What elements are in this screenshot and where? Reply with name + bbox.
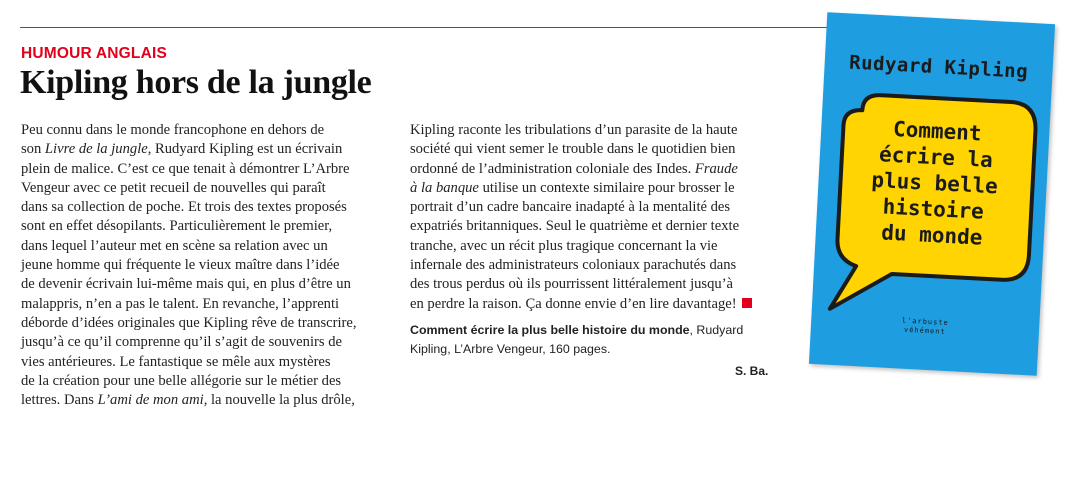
cover-author: Rudyard Kipling: [848, 51, 1029, 83]
end-of-article-mark: [742, 298, 752, 308]
story-title-italic: L’ami de mon ami: [97, 392, 204, 409]
text-line: malappris, n’en a pas le talent. En revanche, l’apprenti: [21, 295, 340, 312]
cover-publisher: l'arbuste véhément: [901, 316, 949, 336]
text-line: tranche, avec un récit plus tragique concernant la vie: [410, 237, 718, 254]
text-line: à la banque utilise un contexte similaire pour brosser le: [410, 179, 735, 196]
text-line: déborde d’idées originales que Kipling rêve de transcrire,: [21, 314, 357, 331]
credits-book-title: Comment écrire la plus belle histoire du monde: [410, 323, 690, 337]
text-line: jusqu’à ce qu’il comprenne qu’il s’agit de souvenirs de: [21, 334, 342, 351]
book-title-italic: Livre de la jungle: [44, 141, 148, 158]
text-line: infernale des administrateurs coloniaux parachutés dans: [410, 257, 737, 274]
text-line: Peu connu dans le monde francophone en dehors de: [21, 122, 325, 138]
text-line: de devenir écrivain lui-même mais qui, en plus d’être un: [21, 276, 351, 293]
text-line: en perdre la raison. Ça donne envie d’en lire davantage!: [410, 295, 782, 314]
text-line: Kipling raconte les tribulations d’un parasite de la haute: [410, 122, 738, 138]
text-line: des trous perdus où ils pourrissent littéralement jusqu’à: [410, 276, 734, 293]
book-cover-image: [809, 12, 1055, 375]
text-line: sont en effet désopilants. Particulièrement le premier,: [21, 218, 333, 235]
text-line: expatriés britanniques. Seul le quatrième et dernier texte: [410, 218, 740, 235]
section-kicker: HUMOUR ANGLAIS: [21, 45, 168, 62]
text-line: portrait d’un cadre bancaire inadapté à la mentalité des: [410, 199, 731, 216]
article-column-1: [21, 121, 386, 410]
article-headline: Kipling hors de la jungle: [20, 64, 372, 101]
article-column-2: [410, 121, 782, 314]
text-line: plein de malice. C’est ce que tenait à démontrer L’Arbre: [21, 160, 350, 177]
author-signature: S. Ba.: [735, 364, 769, 378]
text-line: ordonné de l’administration coloniale des Indes. Fraude: [410, 160, 738, 177]
story-title-italic: Fraude: [694, 160, 738, 177]
text-line: de la création pour une belle allégorie sur le métier des: [21, 372, 342, 389]
book-credits: Comment écrire la plus belle histoire du monde, Rudyard Kipling, L’Arbre Vengeur, 160 pages.: [410, 323, 744, 356]
text-line: lettres. Dans L’ami de mon ami, la nouvelle la plus drôle,: [21, 392, 355, 409]
cover-title: Comment écrire la plus belle histoire du monde: [870, 116, 999, 250]
text-line: dans lequel l’auteur met en scène sa relation avec un: [21, 237, 328, 254]
story-title-italic: à la banque: [410, 179, 479, 196]
text-line: dans sa collection de poche. Et trois des textes proposés: [21, 199, 347, 216]
text-line: vies antérieures. Le fantastique se mêle aux mystères: [21, 353, 331, 370]
text-line: Vengeur avec ce petit recueil de nouvelles qui paraît: [21, 179, 326, 196]
text-line: société qui vient semer le trouble dans le quotidien bien: [410, 141, 736, 158]
text-line: jeune homme qui fréquente le vieux maître dans l’idée: [21, 257, 340, 274]
text-line: son Livre de la jungle, Rudyard Kipling est un écrivain: [21, 141, 343, 158]
